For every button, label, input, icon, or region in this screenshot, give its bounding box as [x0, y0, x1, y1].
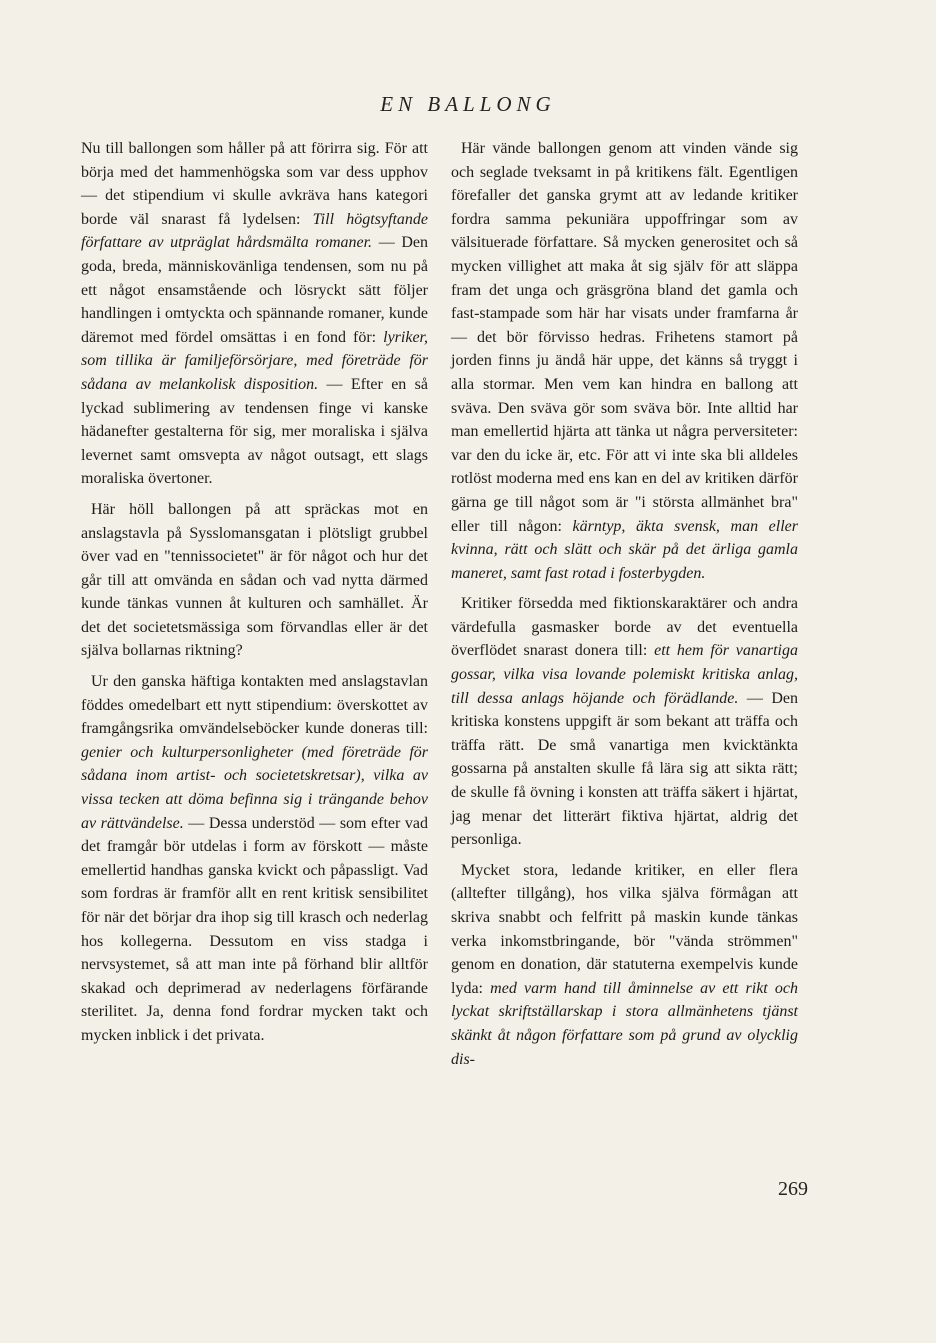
- left-column: [81, 137, 428, 1055]
- left-paragraph: [81, 498, 428, 663]
- italic-text: genier och kulturpersonligheter (med företräde för sådana inom artist- och societetskretsar), vilka av vissa tecken att döma befinna sig i trängande behov av rättvändelse.: [81, 743, 428, 832]
- body-text: — Efter en så lyckad sublimering av tendensen finge vi kanske hädanefter gestalterna för sig, mer moraliska i själva levernet samt omsvepta av något outsagt, ett slags moraliska övertoner.: [81, 375, 429, 488]
- body-text: Nu till ballongen som håller på att förirra sig. För att börja med det hammenhögska som var dess upphov — det stipendium vi skulle avkräva hans kategori borde väl snarast få lydelsen:: [81, 140, 428, 228]
- right-paragraph: [451, 137, 798, 585]
- italic-text: kärntyp, äkta svensk, man eller kvinna, rätt och slätt och skär på det ärliga gamla maneret, samt fast rotad i fosterbygden.: [451, 517, 798, 582]
- left-paragraph: [81, 137, 428, 491]
- right-paragraph: [451, 592, 798, 852]
- body-text: Kritiker försedda med fiktionskaraktärer och andra värdefulla gasmasker borde av det eventuella överflödet snarast donera till:: [451, 595, 798, 660]
- italic-text: Till högtsyftande författare av utpräglat hårdsmälta romaner.: [81, 210, 428, 252]
- page-number: 269: [778, 1178, 808, 1200]
- right-column: [451, 137, 798, 1078]
- body-text: Ur den ganska häftiga kontakten med anslagstavlan föddes omedelbart ett nytt stipendium: överskottet av framgångsrika omvändelseböcker kunde doneras till:: [81, 673, 428, 738]
- italic-text: lyriker, som tillika är familjeförsörjare, med företräde för sådana av melankolisk disposition.: [81, 328, 428, 393]
- italic-text: med varm hand till åminnelse av ett rikt och lyckat skriftställarskap i stora allmänhetens tjänst skänkt åt någon författare som på grund av olycklig dis-: [451, 979, 799, 1068]
- body-text: Här höll ballongen på att spräckas mot en anslagstavla på Sysslomansgatan i plötsligt grubbel över vad en "tennissocietet" är för något och hur det går till att omvända en sådan och vad nytta därmed kunde tänkas vunnen åt kulturen och samhället. Är det det societetsmässiga som förvandlas eller är det själva bollarnas riktning?: [81, 500, 428, 660]
- body-text: — Den goda, breda, människovänliga tendensen, som nu på ett något ensamstående och lösryckt sätt följer handlingen i omtyckta och spännande romaner, kunde däremot med fördel omsättas i en fond för:: [81, 234, 428, 346]
- body-text: — Dessa understöd — som efter vad det framgår bör utdelas i form av förskott — måste emellertid handhas ganska kvickt och påpassligt. Vad som fordras är framför allt en rent kritisk sensibilitet för när det börjar dra ihop sig till krasch och nederlag hos kollegerna. Dessutom en viss stadga i nervsystemet, så att man inte på förhand blir alltför skakad och deprimerad av nederlagens förfärande sterilitet. Ja, denna fond fordrar mycken takt och mycken inblick i det privata.: [81, 814, 428, 1044]
- italic-text: ett hem för vanartiga gossar, vilka visa lovande polemiskt kritiska anlag, till dessa anlags höjande och förädlande.: [451, 642, 798, 707]
- right-paragraph: [451, 859, 798, 1071]
- running-head: EN BALLONG: [380, 92, 556, 116]
- body-text: Mycket stora, ledande kritiker, en eller flera (alltefter tillgång), hos vilka själva förmågan att skriva snabbt och felfritt på maskin kunde tänkas verka inkomstbringande, bör "vända strömmen" genom en donation, där statuterna exempelvis kunde lyda:: [451, 861, 798, 997]
- body-text: — Den kritiska konstens uppgift är som bekant att träffa och träffa rätt. De små vanartiga men kvicktänkta gossarna på anstalten skulle få lära sig att sikta rätt; de skulle få övning i konsten att träffa säkert i hjärtat, jag menar det litterärt fiktiva hjärtat, aldrig det personliga.: [451, 689, 799, 849]
- left-paragraph: [81, 670, 428, 1048]
- body-text: Här vände ballongen genom att vinden vände sig och seglade tveksamt in på kritikens fält. Egentligen förefaller det ganska grymt att av ledande kritiker fordra samma pekuniära uppoffringar som av välsituerade författare. Så mycken generositet och så mycken villighet att maka åt sig själv för att släppa fram det unga och gräsgröna bland det gamla och fast-stampade som här har visats under framfarna år — det bör förvisso hedras. Frihetens stamort på jorden finns ju ändå här uppe, det känns så tryggt i alla stormar. Men vem kan hindra en ballong att sväva. Den sväva gör som sväva bör. Inte alltid har man emellertid hjärta att tänka ut några perversiteter: var den du icke är, etc. För att vi inte ska bli alldeles rotlöst moderna med ens kan en del av kritiken därför gärna ge till något som är "i största allmänhet bra" eller till någon:: [451, 140, 798, 535]
